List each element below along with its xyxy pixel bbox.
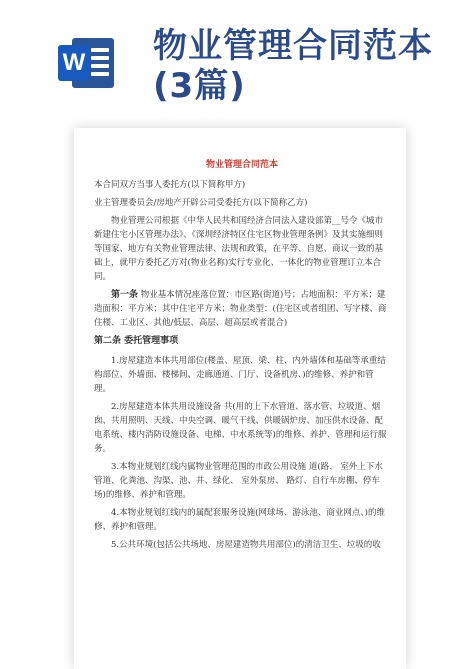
article-2-title: 委托管理事项 [124, 336, 179, 346]
intro-paragraph-2: 业主管理委员会/房地产开辟公司受委托方(以下简称乙方) [94, 198, 308, 208]
word-icon-line [91, 48, 109, 52]
document-page [74, 128, 406, 669]
word-icon-letter: W [58, 45, 90, 81]
article-2-heading [94, 334, 390, 348]
header-banner [0, 0, 474, 110]
article-1 [94, 288, 390, 330]
article-1-label: 第一条 [111, 290, 139, 300]
document-title: 物业管理合同范本 [205, 160, 278, 170]
list-item: 5.公共环境(包括公共场地、房屋建造物共用部位)的清洁卫生、垃圾的收 [111, 540, 381, 550]
list-item: 4.本物业规划红线内的属配套服务设施(网球场、游泳池、商业网点、)的维修、养护和管理。 [94, 508, 385, 532]
list-item: 2.房屋建造本体共用设施设备 共(用的上下水管道、落水管、垃圾道、烟囱、共用照明、天线、中央空调、暖气干线、供暖锅炉房、加压供水设备、配电系统、楼内消防设施设备、电梯、中水系统等)的维修、养护、管理和运行服务。 [94, 402, 387, 454]
list-item: 1.房屋建造本体共用部位(楼盖、屋顶、梁、柱、内外墙体和基础等承重结构部位、外墙面、楼梯间、走廊通道、门厅、设备机房、)的维修、养护和管理。 [94, 356, 386, 394]
page-title [153, 26, 463, 106]
list-item: 3.本物业规划红线内属物业管理范围的市政公用设施 道(路、 室外上下水管道、化粪池、沟渠、池、井、绿化、 室外泵房、 路灯、自行车房棚、停车场)的维修、养护和管理。 [94, 462, 383, 500]
article-1-text: 物业基本情况座落位置：市区路(街道)号；占地面积：平方米；建造面积：平方米；其中住宅平方米；物业类型：(住宅区或者组团、写字楼、商 住楼、工业区、其他/低层、高层、超高层或者混合) [94, 290, 387, 328]
page-title-line1: 物业管理合同范本 [153, 26, 433, 66]
article-2-label: 第二条 [94, 336, 122, 346]
document-body [94, 158, 390, 556]
intro-paragraph-1: 本合同双方当事人委托方(以下简称甲方) [94, 180, 246, 190]
word-icon [58, 38, 114, 88]
intro-paragraph-3: 物业管理公司根据《中华人民共和国经济合同法入建设部第__号令《城市新建住宅小区管理办法》、《深圳经济特区住宅区物业管理条例》及其实施细则等国家、地方有关物业管理法律、法规和政策，在平等、自愿、商议一致的基础上，就甲方委托乙方对(物业名称)实行专业化、一体化的物业管理订立本合同。 [94, 216, 384, 282]
word-icon-line [91, 56, 109, 60]
page-title-line2: (3篇) [153, 66, 246, 106]
word-icon-line [91, 72, 109, 76]
word-icon-line [91, 64, 109, 68]
